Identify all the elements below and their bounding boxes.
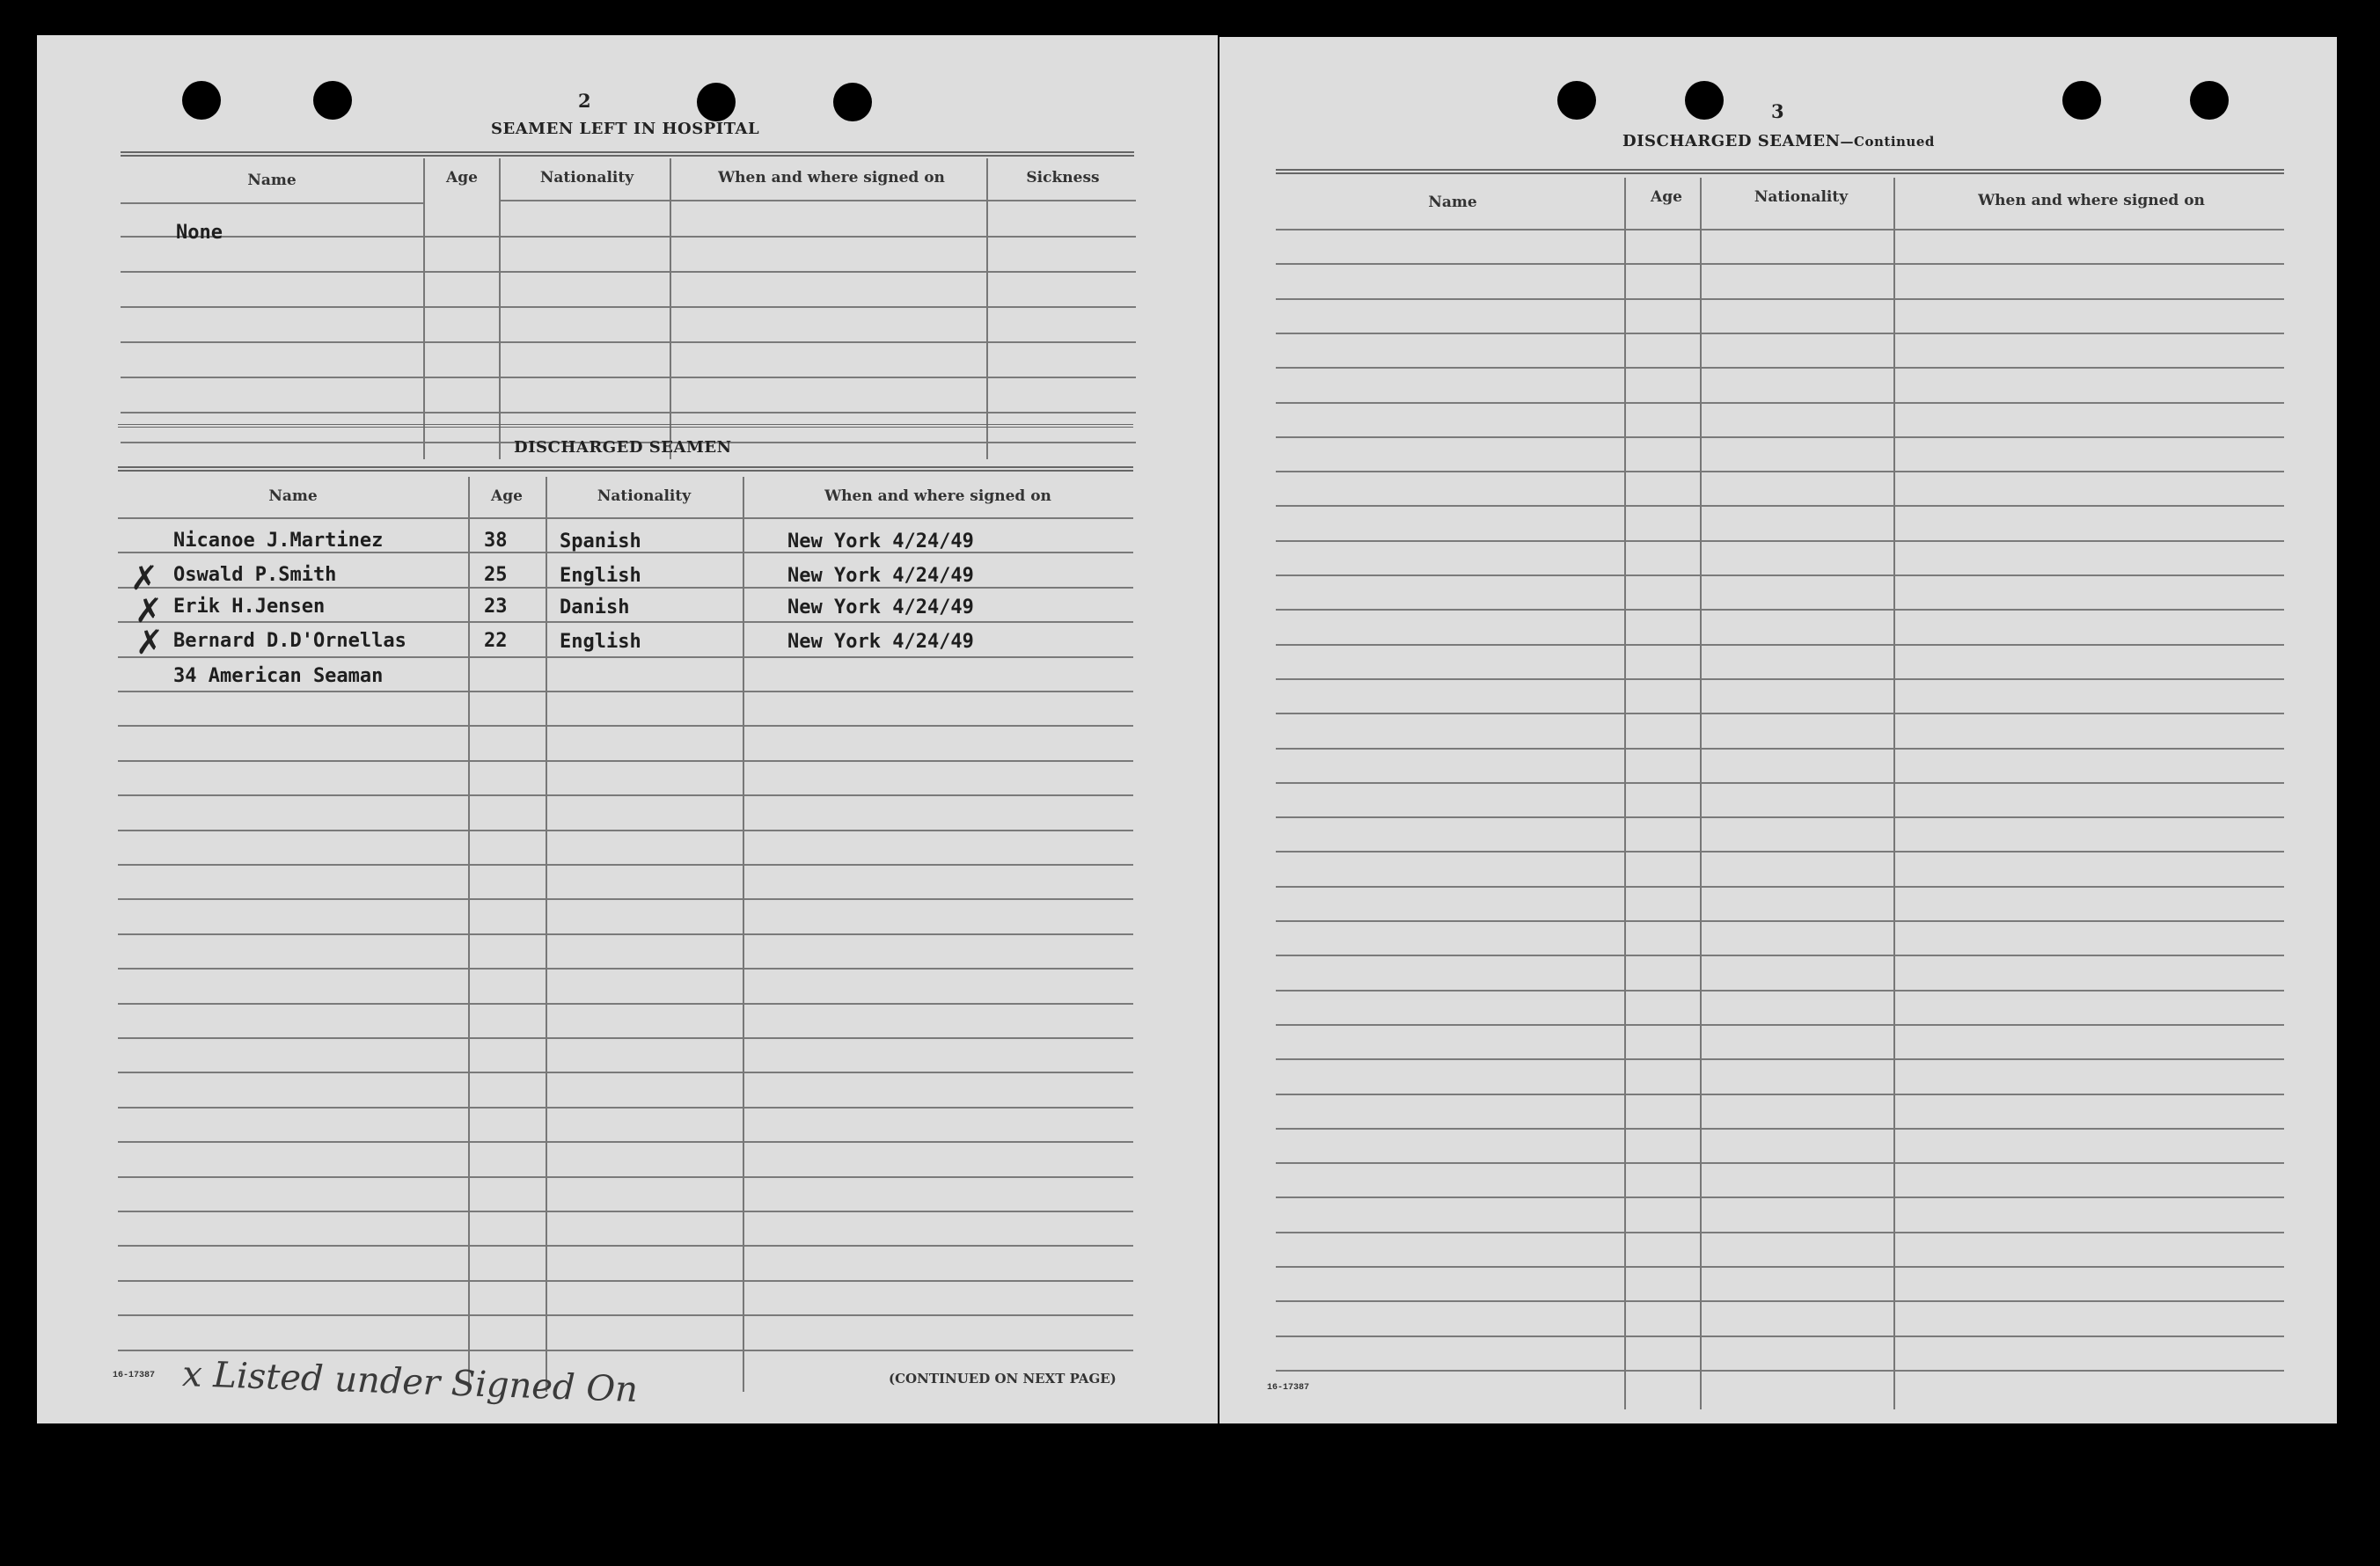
row-rule [1276,644,2284,646]
row-rule [118,1141,1133,1143]
row-rule [1276,990,2284,992]
seaman-nationality: English [560,631,641,653]
row-rule [1276,367,2284,369]
continued-note: (CONTINUED ON NEXT PAGE) [889,1371,1117,1387]
title-rule [1276,169,2284,174]
page-number: 3 [1771,100,1784,122]
col-header-name: Name [1428,194,1477,211]
row-rule [118,725,1133,727]
punch-hole [182,81,221,120]
form-number: 16-17387 [113,1371,156,1380]
hospital-section-title: SEAMEN LEFT IN HOSPITAL [491,120,760,138]
col-divider [1624,178,1626,1409]
seaman-age: 38 [484,530,508,552]
row-rule [118,587,1133,589]
row-rule [118,1245,1133,1247]
col-header-signed-on: When and where signed on [718,169,945,187]
col-header-name: Name [247,172,297,189]
punch-hole [1557,81,1596,120]
col-divider [670,158,671,459]
hospital-name-cell: None [176,222,223,244]
row-rule [1276,886,2284,888]
row-rule [118,1280,1133,1282]
row-rule [1276,263,2284,265]
col-divider [468,477,470,1392]
row-rule [118,517,1133,519]
left-page [37,35,1218,1423]
row-rule [118,794,1133,796]
col-divider [499,158,501,459]
title-text: DISCHARGED SEAMEN [1622,132,1841,150]
seaman-signed-on: New York 4/24/49 [787,631,974,653]
page-number: 2 [578,90,591,112]
row-rule [1276,1162,2284,1164]
seaman-nationality: Danish [560,596,630,618]
col-divider [743,477,744,1392]
row-rule [118,898,1133,900]
row-rule [121,412,1136,413]
row-rule [118,691,1133,692]
row-rule [1276,782,2284,784]
row-rule [1276,748,2284,750]
punch-hole [697,83,736,121]
col-header-age: Age [491,487,523,505]
seaman-name: Erik H.Jensen [173,596,326,618]
row-rule [1276,1232,2284,1233]
row-rule [118,1072,1133,1073]
col-header-name: Name [268,487,318,505]
row-rule [121,377,1136,378]
header-rule [121,202,423,204]
col-header-signed-on: When and where signed on [824,487,1051,505]
seaman-age: 25 [484,564,508,586]
row-rule [1276,609,2284,611]
col-divider [423,158,425,459]
row-rule [118,864,1133,866]
row-rule [1276,1370,2284,1372]
row-rule [1276,851,2284,853]
header-rule [501,200,1136,201]
row-rule [118,1107,1133,1109]
row-rule [121,236,1136,238]
row-rule [1276,333,2284,334]
col-header-sickness: Sickness [1026,169,1100,187]
row-rule [121,341,1136,343]
right-page [1219,37,2337,1423]
discharged-continued-title [1622,132,1935,150]
row-rule [1276,920,2284,922]
row-rule [118,1211,1133,1212]
handwritten-note: x Listed under Signed On [181,1353,639,1411]
row-rule [121,271,1136,273]
row-rule [1276,402,2284,404]
seaman-name: Oswald P.Smith [173,564,337,586]
row-rule [118,656,1133,658]
row-rule [1276,955,2284,956]
punch-hole [1685,81,1724,120]
row-rule [1276,678,2284,680]
row-rule [118,621,1133,623]
seaman-nationality: Spanish [560,531,641,552]
seaman-nationality: English [560,565,641,587]
punch-hole [833,83,872,121]
check-mark-x: ✗ [130,559,158,597]
row-rule [1276,1128,2284,1130]
seaman-signed-on: New York 4/24/49 [787,596,974,618]
col-divider [1893,178,1895,1409]
row-rule [1276,471,2284,472]
row-rule [1276,713,2284,714]
row-rule [118,760,1133,762]
row-rule [118,1350,1133,1351]
row-rule [118,968,1133,970]
seaman-name: Nicanoe J.Martinez [173,530,384,552]
col-header-nationality: Nationality [597,487,692,505]
seaman-name: Bernard D.D'Ornellas [173,630,406,652]
col-header-age: Age [446,169,478,187]
punch-hole [2190,81,2229,120]
title-rule [118,466,1133,472]
row-rule [1276,816,2284,818]
col-header-age: Age [1651,188,1682,206]
row-rule [118,1003,1133,1005]
check-mark-x: ✗ [135,623,164,662]
section-rule [118,424,1133,428]
col-divider [1700,178,1702,1409]
discharged-section-title: DISCHARGED SEAMEN [514,438,732,457]
col-header-nationality: Nationality [1754,188,1849,206]
row-rule [1276,229,2284,231]
row-rule [1276,1335,2284,1337]
row-rule [1276,1266,2284,1268]
col-header-nationality: Nationality [539,169,634,187]
seaman-age: 22 [484,630,508,652]
col-divider [986,158,988,459]
row-rule [1276,1058,2284,1060]
check-mark-x: ✗ [135,591,163,630]
row-rule [1276,574,2284,576]
row-rule [1276,1300,2284,1302]
row-rule [1276,1094,2284,1095]
row-rule [1276,436,2284,438]
col-header-signed-on: When and where signed on [1978,192,2205,209]
row-rule [118,933,1133,935]
row-rule [1276,540,2284,542]
row-rule [1276,505,2284,507]
row-rule [118,830,1133,831]
row-rule [121,306,1136,308]
seaman-age: 23 [484,596,508,618]
seaman-signed-on: New York 4/24/49 [787,531,974,552]
row-rule [1276,1196,2284,1198]
row-rule [118,1314,1133,1316]
title-rule [121,151,1134,157]
form-number: 16-17387 [1267,1383,1310,1393]
punch-hole [313,81,352,120]
row-rule [1276,298,2284,300]
row-rule [118,1176,1133,1178]
title-suffix: —Continued [1840,134,1935,150]
punch-hole [2062,81,2101,120]
col-divider [546,477,547,1392]
seaman-name: 34 American Seaman [173,665,384,687]
row-rule [118,1037,1133,1039]
row-rule [1276,1024,2284,1026]
seaman-signed-on: New York 4/24/49 [787,565,974,587]
